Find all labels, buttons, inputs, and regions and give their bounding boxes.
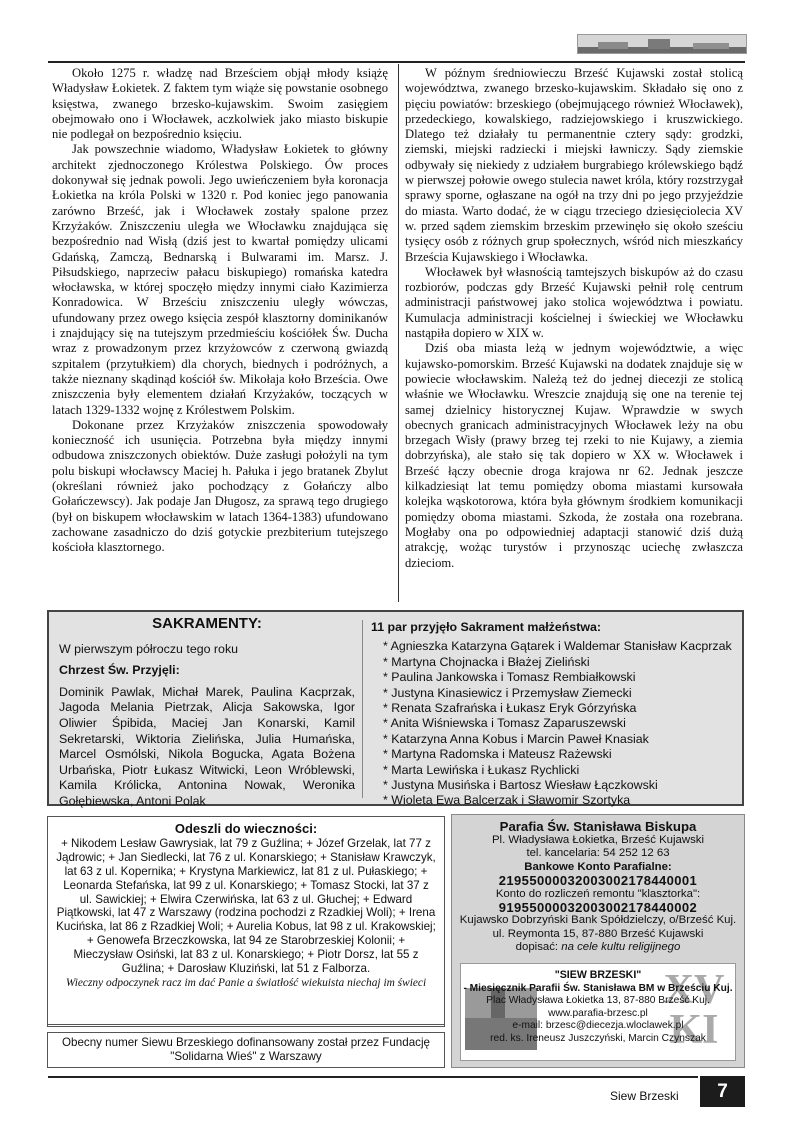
siew-subtitle: - Miesięcznik Parafii Św. Stanisława BM w Brześciu Kuj.	[463, 983, 733, 994]
header-rule	[48, 61, 745, 63]
obituary-title: Odeszli do wieczności:	[174, 821, 318, 836]
note-prefix: dopisać:	[515, 941, 559, 954]
couple-item: * Paulina Jankowska i Tomasz Rembiałkowski	[383, 670, 636, 685]
page-number: 7	[700, 1076, 745, 1107]
sacraments-divider	[362, 620, 363, 798]
repair-label: Konto do rozliczeń remontu "klasztorka":	[495, 887, 701, 900]
bank-address: ul. Reymonta 15, 87-880 Brześć Kujawski	[492, 927, 704, 940]
couple-item: * Martyna Radomska i Mateusz Rażewski	[383, 747, 612, 762]
sacraments-intro: W pierwszym półroczu tego roku	[59, 641, 239, 656]
bank-name: Kujawsko Dobrzyński Bank Spółdzielczy, o/Brześć Kuj.	[459, 914, 737, 927]
obituary-box	[47, 816, 445, 1027]
note-italic: na cele kultu religijnego	[561, 941, 681, 954]
couple-item: * Katarzyna Anna Kobus i Marcin Paweł Knasiak	[383, 731, 649, 746]
siew-logo-icon: XV KI	[663, 967, 725, 1053]
couple-item: * Marta Lewińska i Łukasz Rychlicki	[383, 762, 580, 777]
siew-text	[461, 968, 735, 1045]
header-photo	[577, 34, 747, 54]
couple-item: * Agnieszka Katarzyna Gątarek i Waldemar Stanisław Kacprzak	[383, 639, 732, 654]
article-paragraph: Dziś oba miasta leżą w jednym województwie, a więc kujawsko-pomorskim. Brześć Kujawski na dodatek znajduje się w powiecie włocławskim. Należą też do jednej diecezji ze stolicą właśnie we Włocławku. Wreszcie znajdują się one na terenie tej samej dzielnicy historycznej Kujaw. Wprawdzie w swych obecnych granicach administracyjnych Włocławek leży na obu brzegach Wisły (prawy brzeg tej rzeki to nie Kujawy, a ziemia dobrzyńska), ale stało się tak dopiero w XX w. Włocławek i Brześć łączy obecnie droga krajowa nr 62. Jednak jeszcze kilkadziesiąt lat temu pomiędzy oboma miastami kursowała kolejka wąskotorowa, która była głównym środkiem komunikacji pomiędzy oboma miastami. Szkoda, że została ona rozebrana. Mogłaby ona po odpowiedniej adaptacji stanowić dziś dużą atrakcję, wożąc turystów i przynosząc uciechę zwłaszcza dzieciom.	[405, 341, 743, 570]
article-left-column	[52, 66, 388, 556]
repair-number: 91955000032003002178440002	[498, 900, 698, 916]
marriage-label: 11 par przyjęło Sakrament małżeństwa:	[371, 620, 602, 634]
obituary-text: + Nikodem Lesław Gawrysiak, lat 79 z Guźlina; + Józef Grzelak, lat 77 z Jądrowic; + Jan Siedlecki, lat 76 z ul. Konarskiego; + Stanisław Krawczyk, lat 63 z ul. Kopernika; + Krystyna Markiewicz, lat 81 z ul. Pułaskiego; + Leonarda Stefańska, lat 99 z ul. Konarskiego; + Tomasz Stocki, lat 37 z ul. Sawickiej; + Elwira Czerwińska, lat 63 z ul. Głuchej; + Edward Piątkowski, lat 47 z Warszawy (rodzina pochodzi z Rzadkiej Woli); + Irena Kucińska, lat 86 z Rzadkiej Woli; + Aurelia Kobus, lat 98 z ul. Krakowskiej; + Genowefa Brzeczkowska, lat 94 ze Starobrzeskiej Kolonii; + Mieczysław Osiński, lat 83 z ul. Konarskiego; + Piotr Dorsz, lat 55 z Guźlina; + Darosław Kluziński, lat 51 z Falborza.	[56, 836, 436, 976]
article-paragraph: Około 1275 r. władzę nad Brześciem objął młody książę Władysław Łokietek. Z faktem tym wiąże się powstanie osobnego księstwa, zwanego brzesko-kujawskim. Swoim zasięgiem obejmowało ono i Włocławek, aczkolwiek jako miasto biskupie nie podlegał on bezpośrednio księciu.	[52, 66, 388, 142]
baptism-label: Chrzest Św. Przyjęli:	[59, 663, 180, 678]
siew-email: e-mail: brzesc@diecezja.wloclawek.pl	[512, 1020, 684, 1032]
baptism-names: Dominik Pawlak, Michał Marek, Paulina Kacprzak, Jagoda Melania Pietrzak, Alicja Sakowska, Igor Oliwier Śpibida, Maciej Jan Konarski, Kamil Sekretarski, Wiktoria Zielińska, Julia Humańska, Marcel Osmólski, Nikola Bogucka, Agata Bożena Urbańska, Piotr Łukasz Witwicki, Leon Wróblewski, Kamila Królicka, Antonina Nowak, Weronika Gołębiewska, Antoni Polak	[59, 684, 355, 808]
sacraments-title: SAKRAMENTY:	[152, 615, 262, 632]
marriages-section	[371, 620, 741, 809]
footer-rule	[48, 1076, 698, 1078]
sacraments-box	[47, 610, 744, 806]
article-paragraph: W późnym średniowieczu Brześć Kujawski został stolicą województwa, zwanego brzesko-kujawskim. Składało się ono z pięciu powiatów: brzeskiego (obejmującego również Włocławek), przedeckiego, kowalskiego, radziejowskiego i kruszwickiego. Dlatego też działały tu permanentnie cztery sądy: grodzki, ziemski, miejski radziecki i miejski ławniczy. Sądy ziemskie odbywały się niekiedy z udziałem burgrabiego królewskiego bądź w pierwszej połowie owego stulecia nawet króla, który rozstrzygał sprawy sporne, ogłaszane na ogół na trzy dni po jego przyjeździe do miasta. Warto dodać, że w ciągu trzeciego dziesięciolecia XV w. przed sądem ziemskim brzeskim przewinęło się około sześciu tysięcy osób z różnych grup społecznych, wśród nich mieszkańcy Brześcia Kujawskiego i Włocławka.	[405, 66, 743, 264]
bank-label: Bankowe Konto Parafialne:	[524, 860, 672, 873]
obituary-rule	[47, 1024, 445, 1025]
column-divider	[398, 64, 399, 602]
obituary-prayer: Wieczny odpoczynek racz im dać Panie a światłość wiekuista niechaj im świeci	[65, 976, 427, 989]
parish-info-box	[451, 814, 745, 1068]
article-paragraph: Jak powszechnie wiadomo, Władysław Łokietek to główny architekt zjednoczonego Królestwa Polskiego. Ów proces dokonywał się jednak powoli. Jego uwieńczeniem była koronacja Łokietka na króla Polski w 1320 r. Pod koniec jego panowania zarówno Brześć, jak i Włocławek zostały spalone przez Krzyżaków. Zniszczeniu uległa we Włocławku znajdująca się bezpośrednio nad Wisłą (dziś jest to kwartał pomiędzy ulicami Gdańską, Zamczą, Bednarską i Bulwarami im. Marsz. J. Piłsudskiego, naprzeciw pałacu biskupiego) romańska katedra włocławska, w której spoczęło między innymi ciało Kazimierza Konradowica. W Brześciu zniszczeniu uległy wówczas, ufundowany przez owego księcia zespół klasztorny dominikanów i znajdujący się na tutejszym przedmieściu kościółek Św. Ducha wraz z prowadzonym przez krzyżowców z czerwoną gwiazdą szpitalem (przytułkiem) dla chorych, biednych i podróżnych, a także nieznany skądinąd kościół św. Mikołaja koło Brześcia. Owe zniszczenia były elementem działań Krzyżaków, toczących w latach 1329-1332 wojnę z Królestwem Polskim.	[52, 142, 388, 417]
article-right-column	[405, 66, 743, 571]
article-paragraph: Włocławek był własnością tamtejszych biskupów aż do czasu rozbiorów, podczas gdy Brześć Kujawski pełnił rolę centrum administracji państwowej jako stolica województwa i powiatu. Kumulacja administracji kościelnej i świeckiej we Włocławku nastąpiła dopiero w XIX w.	[405, 264, 743, 341]
siew-editors: red. ks. Ireneusz Juszczyński, Marcin Czynszak	[490, 1032, 706, 1044]
siew-title: "SIEW BRZESKI"	[554, 969, 642, 981]
couples-list	[371, 639, 741, 808]
siew-address: Plac Władysława Łokietka 13, 87-880 Brześć Kuj.	[486, 995, 710, 1007]
bank-number: 21955000032003002178440001	[498, 873, 698, 889]
couple-item: * Justyna Musińska i Bartosz Wiesław Łączkowski	[383, 778, 658, 793]
couple-item: * Anita Wiśniewska i Tomasz Zaparuszewski	[383, 716, 626, 731]
baptisms-section	[59, 616, 355, 810]
siew-web: www.parafia-brzesc.pl	[548, 1007, 648, 1019]
footer-title: Siew Brzeski	[610, 1089, 679, 1103]
funding-note: Obecny numer Siewu Brzeskiego dofinansowany został przez Fundację "Solidarna Wieś" z Warszawy	[47, 1032, 445, 1068]
parish-address: Pl. Władysława Łokietka, Brześć Kujawski	[491, 834, 705, 846]
article-paragraph: Dokonane przez Krzyżaków zniszczenia spowodowały konieczność ich usunięcia. Potrzebna była między innymi odbudowa zniszczonych obiektów. Duże zasługi położyli na tym polu biskupi włocławscy Maciej h. Pałuka i jego bratanek Zbylut (określani również jako pochodzący z Gołańczy albo Gołańczewscy). Jak podaje Jan Długosz, za sprawą tego drugiego (był on biskupem włocławskim w latach 1364-1383) ufundowano zachowane zasadniczo do dziś gotyckie prezbiterium tutejszego kościoła klasztornego.	[52, 417, 388, 555]
note	[452, 941, 744, 954]
couple-item: * Renata Szafrańska i Łukasz Eryk Górzyńska	[383, 701, 637, 716]
parish-phone: tel. kancelaria: 54 252 12 63	[526, 847, 670, 860]
parish-title: Parafia Św. Stanisława Biskupa	[499, 819, 697, 834]
couple-item: * Justyna Kinasiewicz i Przemysław Ziemecki	[383, 685, 632, 700]
couple-item: * Wioleta Ewa Balcerzak i Sławomir Szortyka	[383, 793, 631, 808]
siew-brzeski-masthead	[460, 963, 736, 1061]
couple-item: * Martyna Chojnacka i Błażej Zieliński	[383, 654, 590, 669]
